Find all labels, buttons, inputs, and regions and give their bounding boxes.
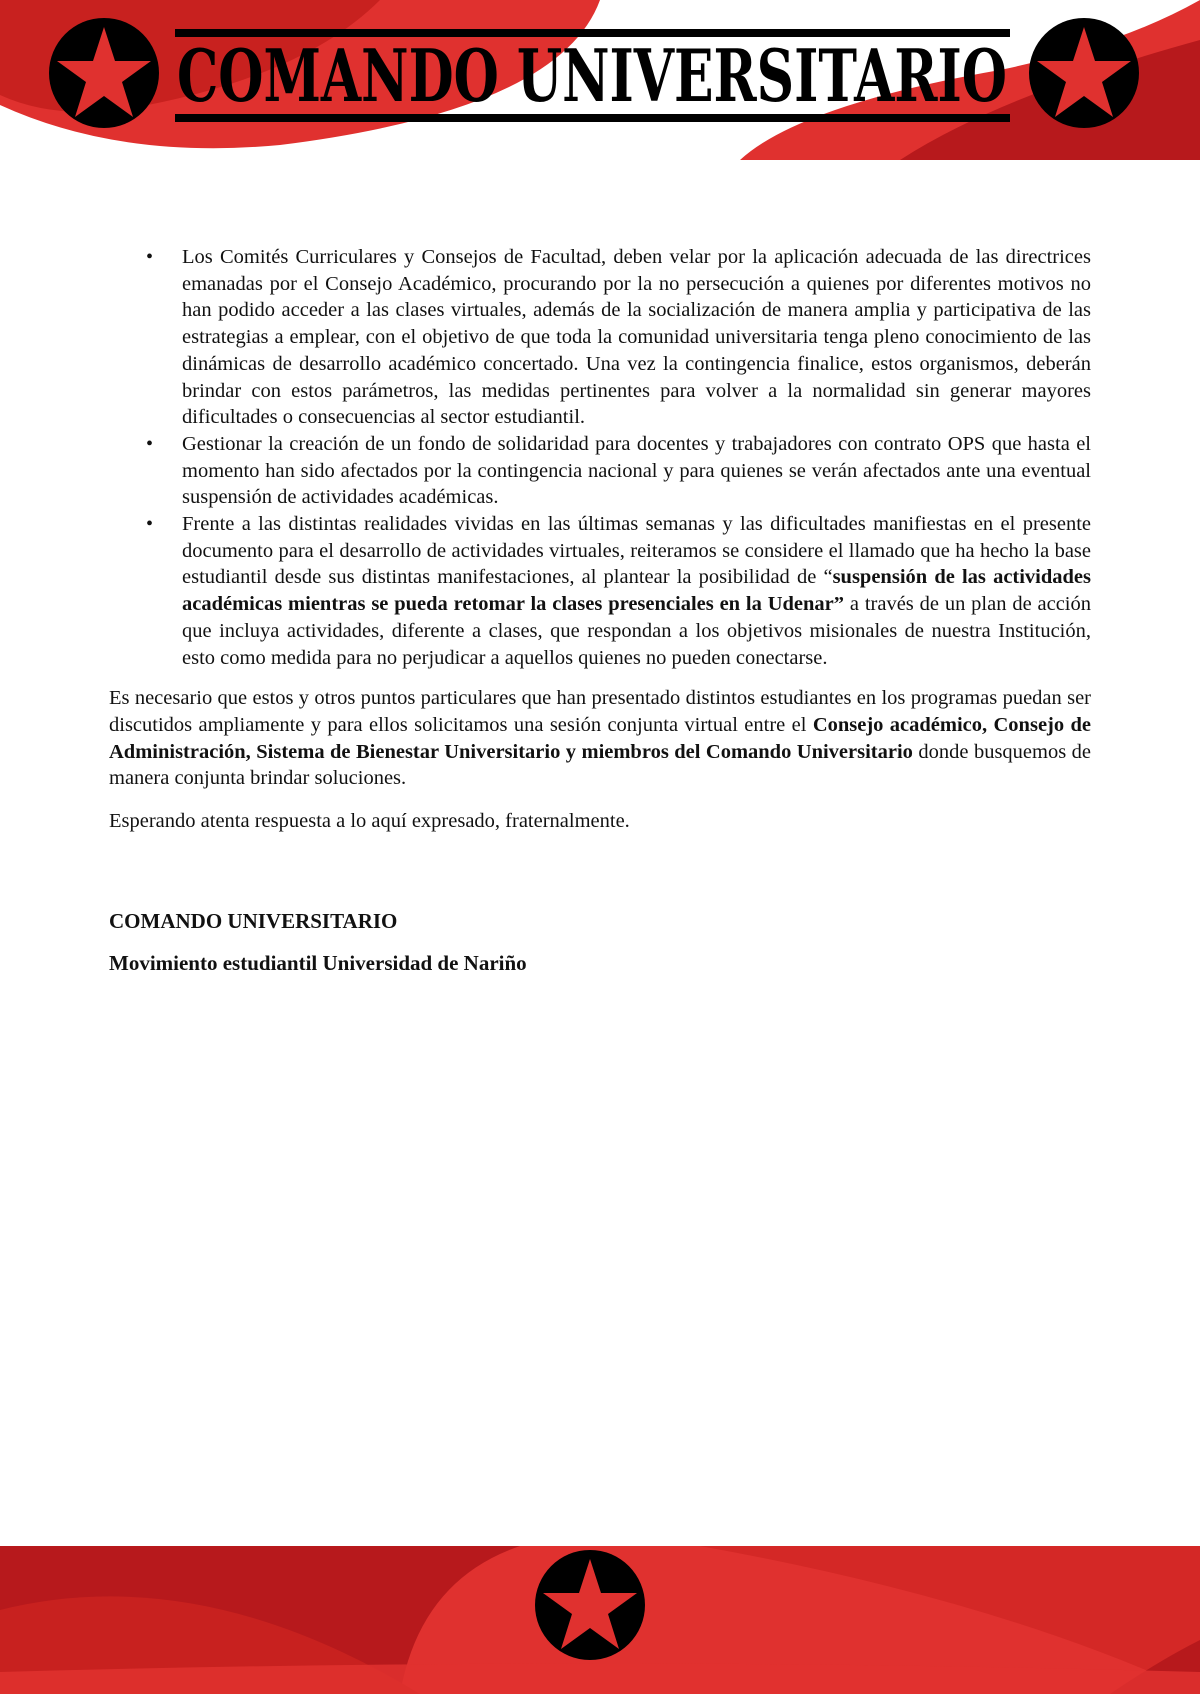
letterhead-graphic	[0, 0, 1200, 160]
closing-paragraph: Es necesario que estos y otros puntos particulares que han presentado distintos estudiantes en los programas puedan ser discutidos ampliamente y para ellos solicitamos una sesión conjunta virtual entre el Consejo académico, Consejo de Administración, Sistema de Bienestar Universitario y miembros del Comando Universitario donde busquemos de manera conjunta brindar soluciones.	[109, 687, 1091, 790]
bullet-list	[109, 244, 1091, 671]
signature-subtitle: Movimiento estudiantil Universidad de Nariño	[109, 951, 527, 976]
footer-banner	[0, 1540, 1200, 1694]
signature-org: COMANDO UNIVERSITARIO	[109, 908, 398, 933]
star-emblem-icon	[535, 1550, 645, 1660]
list-item: • Los Comités Curriculares y Consejos de Facultad, deben velar por la aplicación adecuada de las directrices emanadas por el Consejo Académico, procurando por la no persecución a quienes por diferentes motivos no han podido acceder a las clases virtuales, además de la socialización de manera amplia y participativa de las estrategias a emplear, con el objetivo de que toda la comunidad universitaria tenga pleno conocimiento de las dinámicas de desarrollo académico concertado. Una vez la contingencia finalice, estos organismos, deberán brindar con estos parámetros, las medidas pertinentes para volver a la normalidad sin generar mayores dificultades o consecuencias al sector estudiantil.	[182, 244, 1091, 431]
star-emblem-icon	[1029, 18, 1139, 128]
farewell-line: Esperando atenta respuesta a lo aquí expresado, fraternalmente.	[109, 810, 630, 833]
footer-graphic	[0, 1540, 1200, 1694]
letterhead-title: COMANDO UNIVERSITARIO	[177, 33, 1007, 118]
bold-councils: Consejo académico, Consejo de Administración, Sistema de Bienestar Universitario y miembros del Comando Universitario	[109, 713, 1091, 763]
letter-body	[109, 244, 1091, 977]
letterhead-banner	[0, 0, 1200, 160]
list-item: • Frente a las distintas realidades vividas en las últimas semanas y las dificultades manifiestas en el presente documento para el desarrollo de actividades virtuales, reiteramos se considere el llamado que ha hecho la base estudiantil desde sus distintas manifestaciones, al plantear la posibilidad de “suspensión de las actividades académicas mientras se pueda retomar la clases presenciales en la Udenar” a través de un plan de acción que incluya actividades, diferente a clases, que respondan a los objetivos misionales de nuestra Institución, esto como medida para no perjudicar a aquellos quienes no pueden conectarse.	[182, 511, 1091, 671]
bold-request: suspensión de las actividades académicas mientras se pueda retomar la clases presenciales en la Udenar”	[182, 566, 1092, 616]
star-emblem-icon	[49, 18, 159, 128]
list-item: • Gestionar la creación de un fondo de solidaridad para docentes y trabajadores con contrato OPS que hasta el momento han sido afectados por la contingencia nacional y para quienes se verán afectados ante una eventual suspensión de actividades académicas.	[182, 431, 1091, 511]
